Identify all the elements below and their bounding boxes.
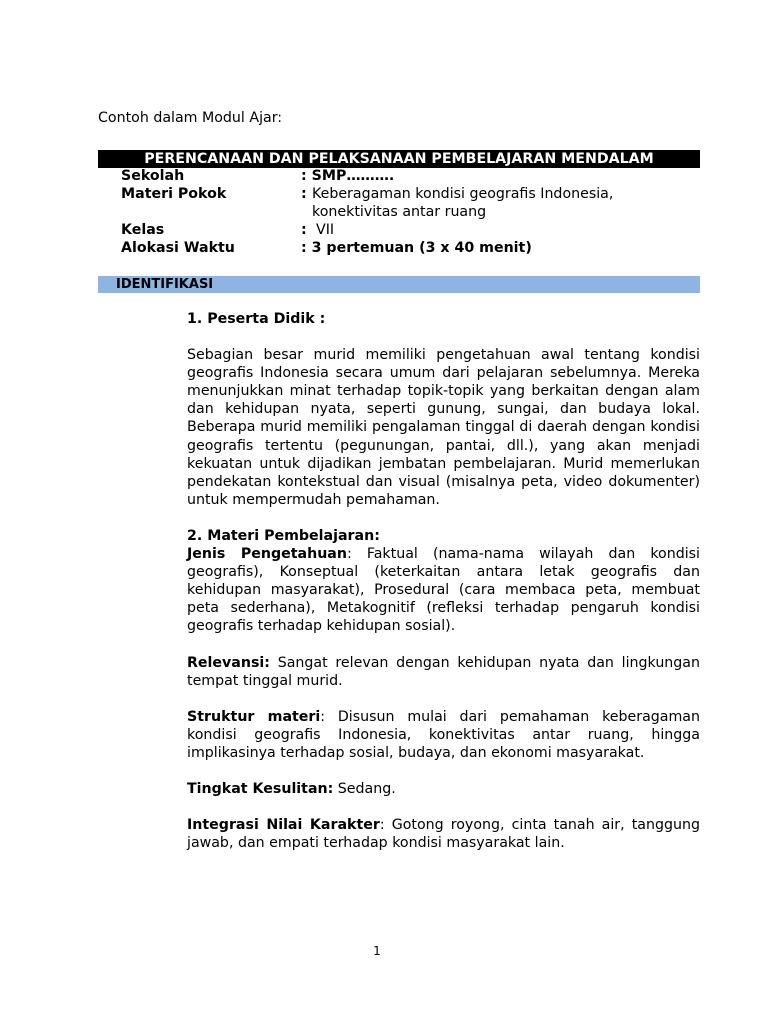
integrasi-label: Integrasi Nilai Karakter xyxy=(187,817,380,834)
materi-label: Materi Pokok xyxy=(121,186,227,202)
alokasi-value: : 3 pertemuan (3 x 40 menit) xyxy=(301,240,532,256)
sekolah-value: : SMP………. xyxy=(301,168,395,184)
info-block xyxy=(121,167,701,257)
tingkat-paragraph xyxy=(187,780,700,798)
materi-heading: 2. Materi Pembelajaran: xyxy=(187,527,380,544)
jenis-text: : Faktual (nama-nama wilayah dan kondisi geografis), Konseptual (keterkaitan antara letak geografis dan kehidupan masyarakat), Prosedural (cara membaca peta, membuat peta sederhana), Metakognitif (refleksi terhadap pengaruh kondisi geografis terhadap kehidupan sosial). xyxy=(187,546,700,635)
info-row-kelas xyxy=(121,221,701,239)
info-row-alokasi xyxy=(121,239,701,257)
page-number: 1 xyxy=(373,944,381,958)
tingkat-text: Sedang. xyxy=(333,780,396,797)
relevansi-paragraph xyxy=(187,654,700,690)
peserta-paragraph: Sebagian besar murid memiliki pengetahuan awal tentang kondisi geografis Indonesia secara umum dari pelajaran sebelumnya. Mereka menunjukkan minat terhadap topik-topik yang berkaitan dengan alam dan kehidupan nyata, seperti gunung, sungai, dan budaya lokal. Beberapa murid memiliki pengalaman tinggal di daerah dengan kondisi geografis tertentu (pegunungan, pantai, dll.), yang akan menjadi kekuatan untuk dijadikan jembatan pembelajaran. Murid memerlukan pendekatan kontekstual dan visual (misalnya peta, video dokumenter) untuk mempermudah pemahaman. xyxy=(187,347,700,508)
section-header-identifikasi xyxy=(98,276,700,293)
kelas-value: VII xyxy=(316,222,335,238)
peserta-heading: 1. Peserta Didik : xyxy=(187,311,326,327)
materi-value: Keberagaman kondisi geografis Indonesia, xyxy=(312,186,614,202)
materi-colon: : xyxy=(301,186,307,202)
alokasi-label: Alokasi Waktu xyxy=(121,240,235,256)
section-label: IDENTIFIKASI xyxy=(116,277,214,292)
struktur-label: Struktur materi xyxy=(187,708,321,725)
jenis-label: Jenis Pengetahuan xyxy=(187,546,347,563)
document-title: PERENCANAAN DAN PELAKSANAAN PEMBELAJARAN MENDALAM xyxy=(98,150,700,168)
tingkat-label: Tingkat Kesulitan: xyxy=(187,780,334,797)
integrasi-text: : Gotong royong, cinta tanah air, tanggung jawab, dan empati terhadap kondisi masyarakat lain. xyxy=(187,817,700,852)
integrasi-paragraph xyxy=(187,816,700,852)
relevansi-label: Relevansi: xyxy=(187,654,270,671)
info-row-sekolah xyxy=(121,167,701,185)
struktur-paragraph xyxy=(187,708,700,762)
kelas-label: Kelas xyxy=(121,222,165,238)
intro-text: Contoh dalam Modul Ajar: xyxy=(98,110,283,126)
relevansi-text: Sangat relevan dengan kehidupan nyata dan lingkungan tempat tinggal murid. xyxy=(187,654,700,689)
kelas-colon: : xyxy=(301,222,307,238)
content-body xyxy=(187,310,700,852)
materi-value-continued: konektivitas antar ruang xyxy=(312,204,487,220)
info-row-materi xyxy=(121,185,701,203)
struktur-text: : Disusun mulai dari pemahaman keberagaman kondisi geografis Indonesia, konektivitas antar ruang, hingga implikasinya terhadap sosial, budaya, dan ekonomi masyarakat. xyxy=(187,708,700,761)
sekolah-label: Sekolah xyxy=(121,168,185,184)
jenis-paragraph xyxy=(187,545,700,635)
